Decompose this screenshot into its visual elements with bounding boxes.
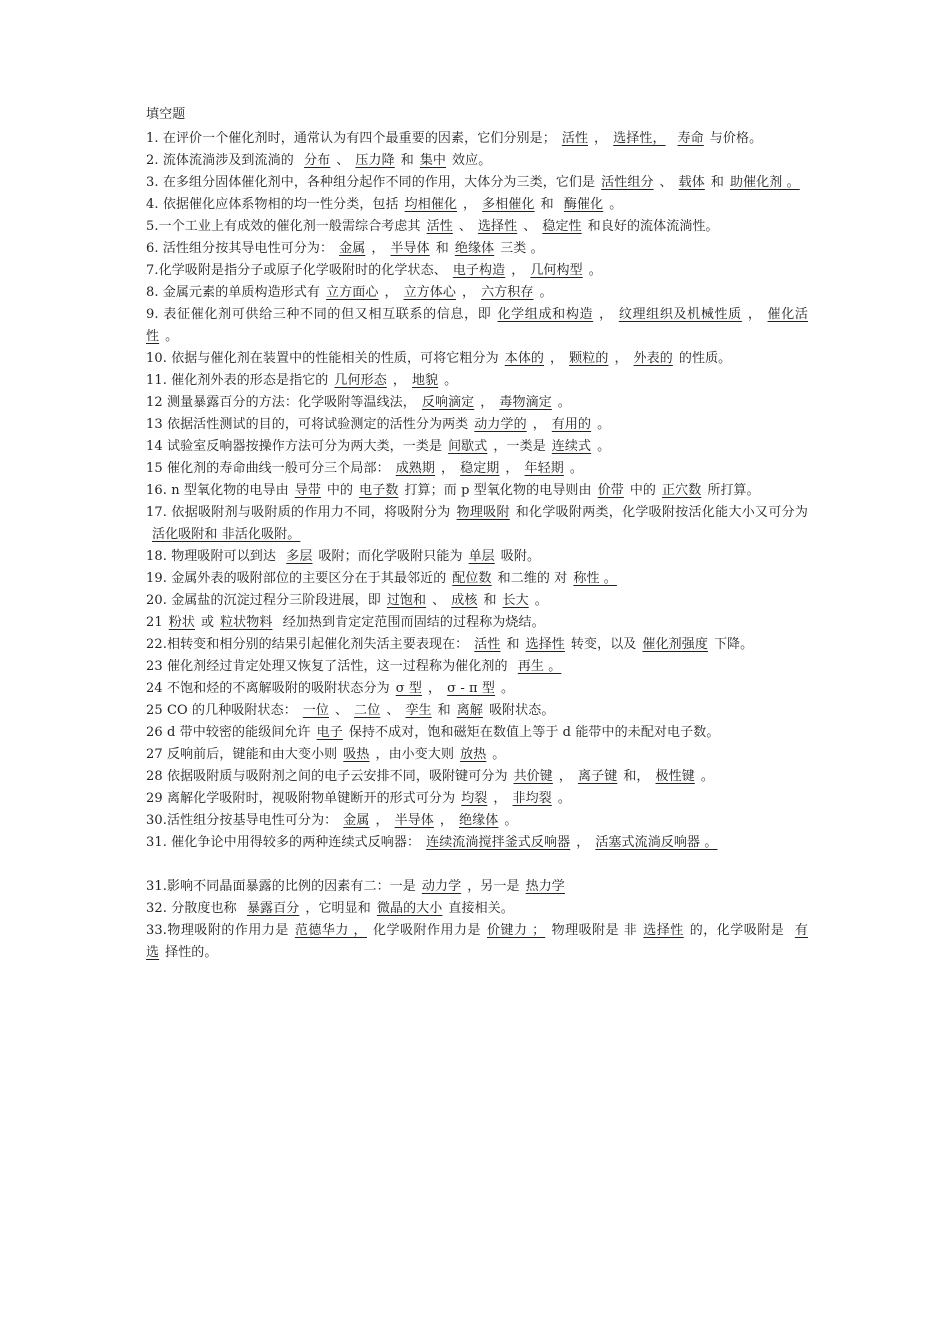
question-item: [146, 348, 808, 370]
answer-blank: 外表的: [633, 351, 673, 366]
answer-blank: 化学组成和构造: [497, 307, 594, 322]
question-item: [146, 920, 808, 964]
question-text: 27 反响前后，键能和由大变小则: [146, 747, 338, 762]
question-item: [146, 238, 808, 260]
answer-blank: 有选: [146, 923, 808, 960]
answer-blank: 正穴数: [662, 483, 702, 498]
answer-blank: 立方面心: [326, 285, 379, 300]
answer-blank: 动力学: [421, 879, 462, 894]
answer-blank: 单层: [468, 549, 495, 564]
question-text: 10. 依据与催化剂在装置中的性能相关的性质，可将它粗分为: [146, 351, 499, 366]
answer-blank: 绝缘体: [459, 813, 499, 828]
answer-blank: σ - π 型: [447, 681, 496, 696]
question-text: 22.相转变和相分别的结果引起催化剂失活主要表现在：: [146, 637, 469, 652]
question-text: 化学吸附作用力是: [373, 923, 481, 938]
answer-blank: 选择性: [643, 923, 684, 938]
question-text: 吸附。: [500, 549, 541, 564]
question-text: 、: [386, 703, 400, 718]
answer-blank: 助催化剂 。: [729, 175, 800, 190]
question-text: 中的: [326, 483, 354, 498]
answer-blank: 绝缘体: [454, 241, 495, 256]
question-item: [146, 260, 808, 282]
answer-blank: 立方体心: [403, 285, 456, 300]
question-text: 17. 依据吸附剂与吸附质的作用力不同，将吸附分为: [146, 505, 451, 520]
answer-blank: 再生 。: [517, 659, 562, 674]
answer-blank: 活性: [426, 219, 453, 234]
answer-blank: 酶催化: [563, 197, 604, 212]
question-text: ，: [371, 241, 385, 256]
question-text: 9. 表征催化剂可供给三种不同的但又相互联系的信息，即: [146, 307, 492, 322]
question-text: 和: [506, 637, 520, 652]
answer-blank: 配位数: [452, 571, 492, 586]
answer-blank: 几何形态: [334, 373, 387, 388]
question-text: 。: [165, 329, 179, 344]
question-text: 和: [435, 241, 449, 256]
question-text: 。: [501, 681, 515, 696]
question-text: 。: [492, 747, 506, 762]
answer-blank: 导带: [294, 483, 321, 498]
question-text: 15 催化剂的寿命曲线一般可分三个局部：: [146, 461, 390, 476]
question-text: 18. 物理吸附可以到达: [146, 549, 281, 564]
question-text: 吸附状态。: [488, 703, 555, 718]
answer-blank: 催化剂强度: [642, 637, 708, 652]
question-item: [146, 502, 808, 546]
question-item: [146, 194, 808, 216]
question-text: ，: [558, 769, 572, 784]
question-text: ，: [511, 263, 525, 278]
answer-blank: 放热: [460, 747, 487, 762]
question-text: ，: [594, 131, 608, 146]
question-text: 31.影响不同晶面暴露的比例的因素有二：一是: [146, 879, 416, 894]
question-text: 与价格。: [709, 131, 763, 146]
question-text: 。: [700, 769, 714, 784]
question-text: ，: [384, 285, 398, 300]
answer-blank: 物理吸附: [456, 505, 510, 520]
question-text: 11. 催化剂外表的形态是指它的: [146, 373, 329, 388]
question-item: [146, 898, 808, 920]
question-item: [146, 216, 808, 238]
question-text: 。: [597, 439, 611, 454]
question-text: 和: [540, 197, 558, 212]
answer-blank: 称性 。: [573, 571, 617, 586]
question-text: 25 CO 的几种吸附状态：: [146, 703, 297, 718]
question-text: 32. 分散度也称: [146, 901, 241, 916]
question-text: 14 试验室反响器按操作方法可分为两大类，一类是: [146, 439, 443, 454]
answer-blank: 动力学的: [474, 417, 527, 432]
answer-blank: 微晶的大小: [376, 901, 443, 916]
question-item: [146, 590, 808, 612]
answer-blank: 均相催化: [404, 197, 458, 212]
answer-blank: 有用的: [551, 417, 592, 432]
answer-blank: σ 型: [395, 681, 422, 696]
question-text: 。: [588, 263, 602, 278]
question-text: ，: [576, 835, 590, 850]
answer-blank: 过饱和: [386, 593, 427, 608]
question-text: ，: [505, 461, 519, 476]
question-text: 、: [458, 219, 472, 234]
question-text: 13 依据活性测试的目的，可将试验测定的活性分为两类: [146, 417, 469, 432]
question-text: 、: [432, 593, 446, 608]
answer-blank: 连续流淌搅拌釜式反响器: [426, 835, 571, 850]
question-text: 31. 催化争论中用得较多的两种连续式反响器：: [146, 835, 421, 850]
question-text: 。: [609, 197, 623, 212]
question-text: ，: [480, 395, 494, 410]
answer-blank: 颗粒的: [569, 351, 609, 366]
answer-blank: 六方积存: [481, 285, 534, 300]
question-text: 的性质。: [678, 351, 732, 366]
question-text: 。: [569, 461, 583, 476]
question-text: 、: [336, 153, 350, 168]
answer-blank: 极性键: [655, 769, 695, 784]
question-text: 。: [557, 395, 571, 410]
question-text: 三类 。: [500, 241, 544, 256]
question-text: 经加热到肯定定范围而固结的过程称为烧结。: [278, 615, 545, 630]
question-item: [146, 480, 808, 502]
question-text: 33.物理吸附的作用力是: [146, 923, 289, 938]
question-text: 6. 活性组分按其导电性可分为：: [146, 241, 334, 256]
answer-blank: 半导体: [394, 813, 434, 828]
question-text: 16. n 型氧化物的电导由: [146, 483, 289, 498]
question-text: 。: [539, 285, 553, 300]
answer-blank: 一位: [302, 703, 330, 718]
question-item: [146, 458, 808, 480]
answer-blank: 孪生: [405, 703, 432, 718]
question-text: ，: [599, 307, 613, 322]
answer-blank: 成核: [451, 593, 478, 608]
question-item: [146, 722, 808, 744]
question-text: 和: [400, 153, 414, 168]
question-text: 3. 在多组分固体催化剂中，各种组分起作不同的作用，大体分为三类，它们是: [146, 175, 596, 190]
answer-blank: 价带: [597, 483, 624, 498]
answer-blank: 价键力 ；: [487, 923, 546, 938]
answer-blank: 活性: [474, 637, 501, 652]
answer-blank: 长大: [502, 593, 529, 608]
question-text: 下降。: [713, 637, 754, 652]
question-text: 和二维的 对: [497, 571, 568, 586]
question-text: ，: [463, 197, 477, 212]
question-text: 和: [710, 175, 724, 190]
question-text: 和良好的流体流淌性。: [587, 219, 719, 234]
question-text: 24 不饱和烃的不离解吸附的吸附状态分为: [146, 681, 390, 696]
question-text: 26 d 带中较密的能级间允许: [146, 725, 311, 740]
question-text: ，一类是: [493, 439, 546, 454]
answer-blank: 共价键: [513, 769, 553, 784]
question-text: 择性的。: [165, 945, 218, 960]
question-text: ，: [392, 373, 406, 388]
question-text: ，: [375, 813, 389, 828]
question-text: 转变，以及: [570, 637, 637, 652]
question-item: [146, 304, 808, 348]
question-text: ，: [614, 351, 628, 366]
question-text: ，另一是: [467, 879, 520, 894]
answer-blank: 半导体: [390, 241, 430, 256]
question-item: [146, 392, 808, 414]
question-text: 29 离解化学吸附时，视吸附物单键断开的形式可分为: [146, 791, 456, 806]
answer-blank: 活性: [561, 131, 589, 146]
answer-blank: 本体的: [504, 351, 545, 366]
question-text: 效应。: [452, 153, 492, 168]
question-item: [146, 744, 808, 766]
answer-blank: 离解: [456, 703, 483, 718]
question-item: [146, 612, 808, 634]
question-text: ，: [550, 351, 564, 366]
question-item: [146, 172, 808, 194]
answer-blank: 毒物滴定: [499, 395, 552, 410]
answer-blank: 活性组分: [601, 175, 654, 190]
question-text: 20. 金属盐的沉淀过程分三阶段进展，即: [146, 593, 381, 608]
question-text: 1. 在评价一个催化剂时，通常认为有四个最重要的因素，它们分别是；: [146, 131, 556, 146]
question-text: ，: [747, 307, 762, 322]
question-text: 23 催化剂经过肯定处理又恢复了活性，这一过程称为催化剂的: [146, 659, 512, 674]
question-item: [146, 678, 808, 700]
answer-blank: 成熟期: [395, 461, 435, 476]
question-text: ，: [439, 813, 454, 828]
question-item: [146, 150, 808, 172]
answer-blank: 压力降: [355, 153, 395, 168]
question-text: 7.化学吸附是指分子或原子化学吸附时的化学状态、: [146, 263, 447, 278]
question-text: ，它明显和: [305, 901, 371, 916]
question-text: 、: [659, 175, 673, 190]
question-item: [146, 634, 808, 656]
answer-blank: 热力学: [525, 879, 565, 894]
question-item: [146, 414, 808, 436]
question-text: 、: [523, 219, 537, 234]
question-text: 吸附；而化学吸附只能为: [318, 549, 463, 564]
question-text: ，由小变大则: [375, 747, 455, 762]
answer-blank: 金属: [343, 813, 370, 828]
answer-blank: 寿命: [677, 131, 704, 146]
question-item: [146, 436, 808, 458]
answer-blank: 金属: [339, 241, 366, 256]
question-text: 12 测量暴露百分的方法：化学吸附等温线法，: [146, 395, 416, 410]
answer-blank: 活塞式流淌反响器 。: [595, 835, 718, 850]
question-text: ，: [428, 681, 442, 696]
question-text: 和化学吸附两类，化学吸附按活化能大小又可分为: [515, 505, 809, 520]
question-text: 和: [483, 593, 497, 608]
answer-blank: 电子构造: [452, 263, 506, 278]
question-text: 8. 金属元素的单质构造形式有: [146, 285, 321, 300]
answer-blank: 均裂: [461, 791, 488, 806]
question-text: ，: [532, 417, 546, 432]
answer-blank: 集中: [419, 153, 447, 168]
answer-blank: 多层: [286, 549, 313, 564]
question-item: [146, 568, 808, 590]
question-item: [146, 656, 808, 678]
question-text: 或: [200, 615, 215, 630]
question-text: ，: [493, 791, 507, 806]
question-text: 的，化学吸附是: [689, 923, 789, 938]
answer-blank: 选择性: [525, 637, 565, 652]
question-item: [146, 700, 808, 722]
question-text: 4. 依据催化应体系物相的均一性分类，包括: [146, 197, 399, 212]
answer-blank: 年轻期: [524, 461, 564, 476]
question-item: [146, 282, 808, 304]
answer-blank: 分布: [304, 153, 331, 168]
question-text: 所打算。: [707, 483, 760, 498]
question-text: 19. 金属外表的吸附部位的主要区分在于其最邻近的: [146, 571, 447, 586]
answer-blank: 暴露百分: [246, 901, 300, 916]
answer-blank: 纹理组织及机械性质: [618, 307, 742, 322]
question-text: 打算；而 p 型氧化物的电导则由: [404, 483, 592, 498]
question-text: 直接相关。: [448, 901, 514, 916]
question-text: 。: [597, 417, 611, 432]
answer-blank: 粉状: [168, 615, 195, 630]
question-list: [146, 128, 808, 964]
question-item: [146, 766, 808, 788]
answer-blank: 连续式: [551, 439, 592, 454]
answer-blank: 选择性: [477, 219, 518, 234]
question-text: 。: [504, 813, 518, 828]
answer-blank: 载体: [678, 175, 705, 190]
question-text: 。: [444, 373, 458, 388]
question-item: [146, 876, 808, 898]
answer-blank: 电子数: [359, 483, 399, 498]
answer-blank: 间歇式: [448, 439, 488, 454]
question-text: ，: [461, 285, 476, 300]
question-text: 30.活性组分按基导电性可分为：: [146, 813, 338, 828]
question-text: 2. 流体流淌涉及到流淌的: [146, 153, 299, 168]
answer-blank: 反响滴定: [421, 395, 475, 410]
question-text: 物理吸附是 非: [551, 923, 638, 938]
question-item: [146, 810, 808, 832]
answer-blank: 地貌: [411, 373, 439, 388]
answer-blank: 电子: [316, 725, 343, 740]
question-text: 28 依据吸附质与吸附剂之间的电子云安排不同，吸附键可分为: [146, 769, 508, 784]
answer-blank: 离子键: [578, 769, 618, 784]
question-item: [146, 128, 808, 150]
answer-blank: 吸热: [343, 747, 370, 762]
document-body: [146, 100, 808, 964]
answer-blank: 非均裂: [512, 791, 552, 806]
section-title: 填空题: [146, 107, 186, 122]
question-item: [146, 370, 808, 392]
answer-blank: 多相催化: [482, 197, 535, 212]
answer-blank: 粒状物料: [220, 615, 273, 630]
answer-blank: 稳定性: [542, 219, 582, 234]
answer-blank: 范德华力 ，: [294, 923, 367, 938]
answer-blank: 几何构型: [530, 263, 583, 278]
question-item: [146, 788, 808, 810]
answer-blank: 二位: [354, 703, 381, 718]
answer-blank: 催化活性: [146, 307, 808, 344]
blank-line: [146, 854, 808, 876]
answer-blank: 活化吸附和 非活化吸附。: [152, 527, 301, 542]
question-text: 中的: [629, 483, 657, 498]
question-text: 保持不成对，饱和磁矩在数值上等于 d 能带中的未配对电子数。: [348, 725, 720, 740]
question-item: [146, 832, 808, 854]
question-text: 5.一个工业上有成效的催化剂一般需综合考虑其: [146, 219, 421, 234]
question-text: 、: [335, 703, 349, 718]
question-text: ，: [441, 461, 455, 476]
answer-blank: 稳定期: [460, 461, 500, 476]
answer-blank: 选择性，: [613, 131, 666, 146]
question-text: 。: [534, 593, 548, 608]
question-text: 和，: [623, 769, 650, 784]
question-text: 21: [146, 615, 163, 630]
question-text: 。: [557, 791, 571, 806]
question-text: 和: [437, 703, 451, 718]
question-item: [146, 546, 808, 568]
